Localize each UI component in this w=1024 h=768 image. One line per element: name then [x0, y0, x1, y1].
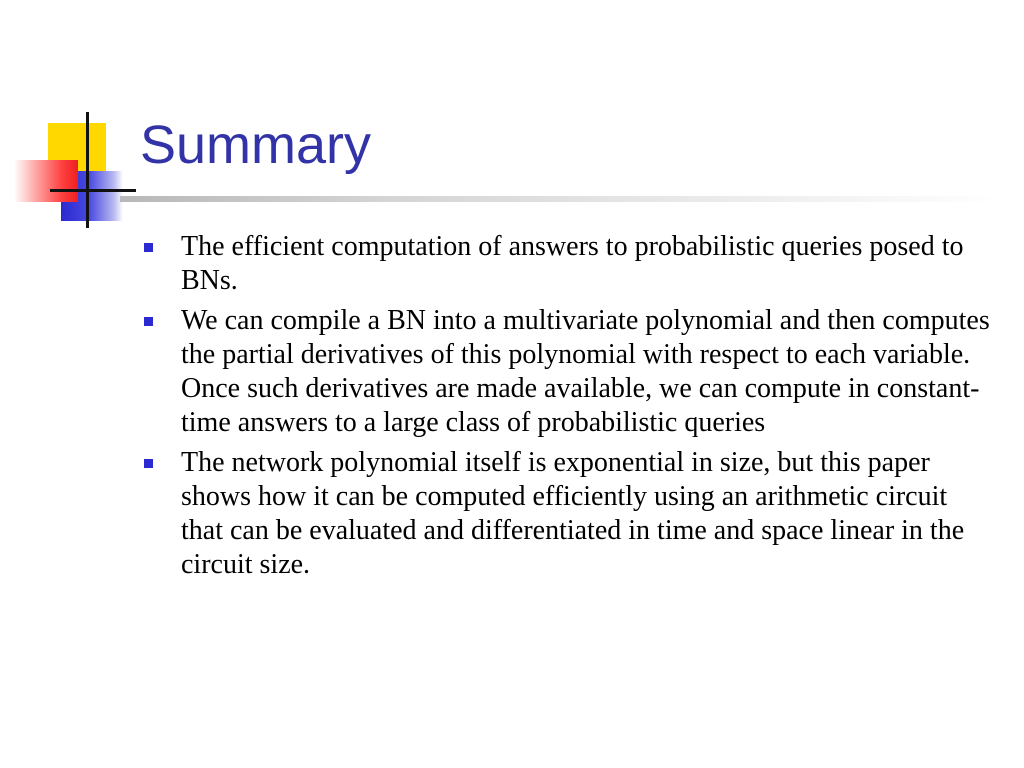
- bullet-text: The network polynomial itself is exponential in size, but this paper shows how it can be computed efficiently using an arithmetic circuit that can be evaluated and differentiated in time and space linear in the circuit size.: [181, 447, 965, 580]
- bullet-text: We can compile a BN into a multivariate polynomial and then computes the partial derivatives of this polynomial with respect to each variable. Once such derivatives are made available, we can compute in constant-time answers to a large class of probabilistic queries: [181, 305, 990, 438]
- slide-title: Summary: [140, 115, 372, 175]
- logo-vertical-line: [86, 112, 89, 228]
- logo-horizontal-line: [50, 189, 136, 192]
- red-square: [14, 160, 78, 202]
- bullet-item: [140, 230, 990, 298]
- bullet-item: [140, 304, 990, 440]
- bullet-list: [140, 230, 990, 588]
- title-divider: [120, 196, 1000, 202]
- bullet-square-icon: [144, 459, 153, 468]
- bullet-square-icon: [144, 243, 153, 252]
- bullet-item: [140, 446, 990, 582]
- bullet-text: The efficient computation of answers to probabilistic queries posed to BNs.: [181, 231, 964, 296]
- decorative-squares-logo: [0, 0, 140, 240]
- bullet-square-icon: [144, 317, 153, 326]
